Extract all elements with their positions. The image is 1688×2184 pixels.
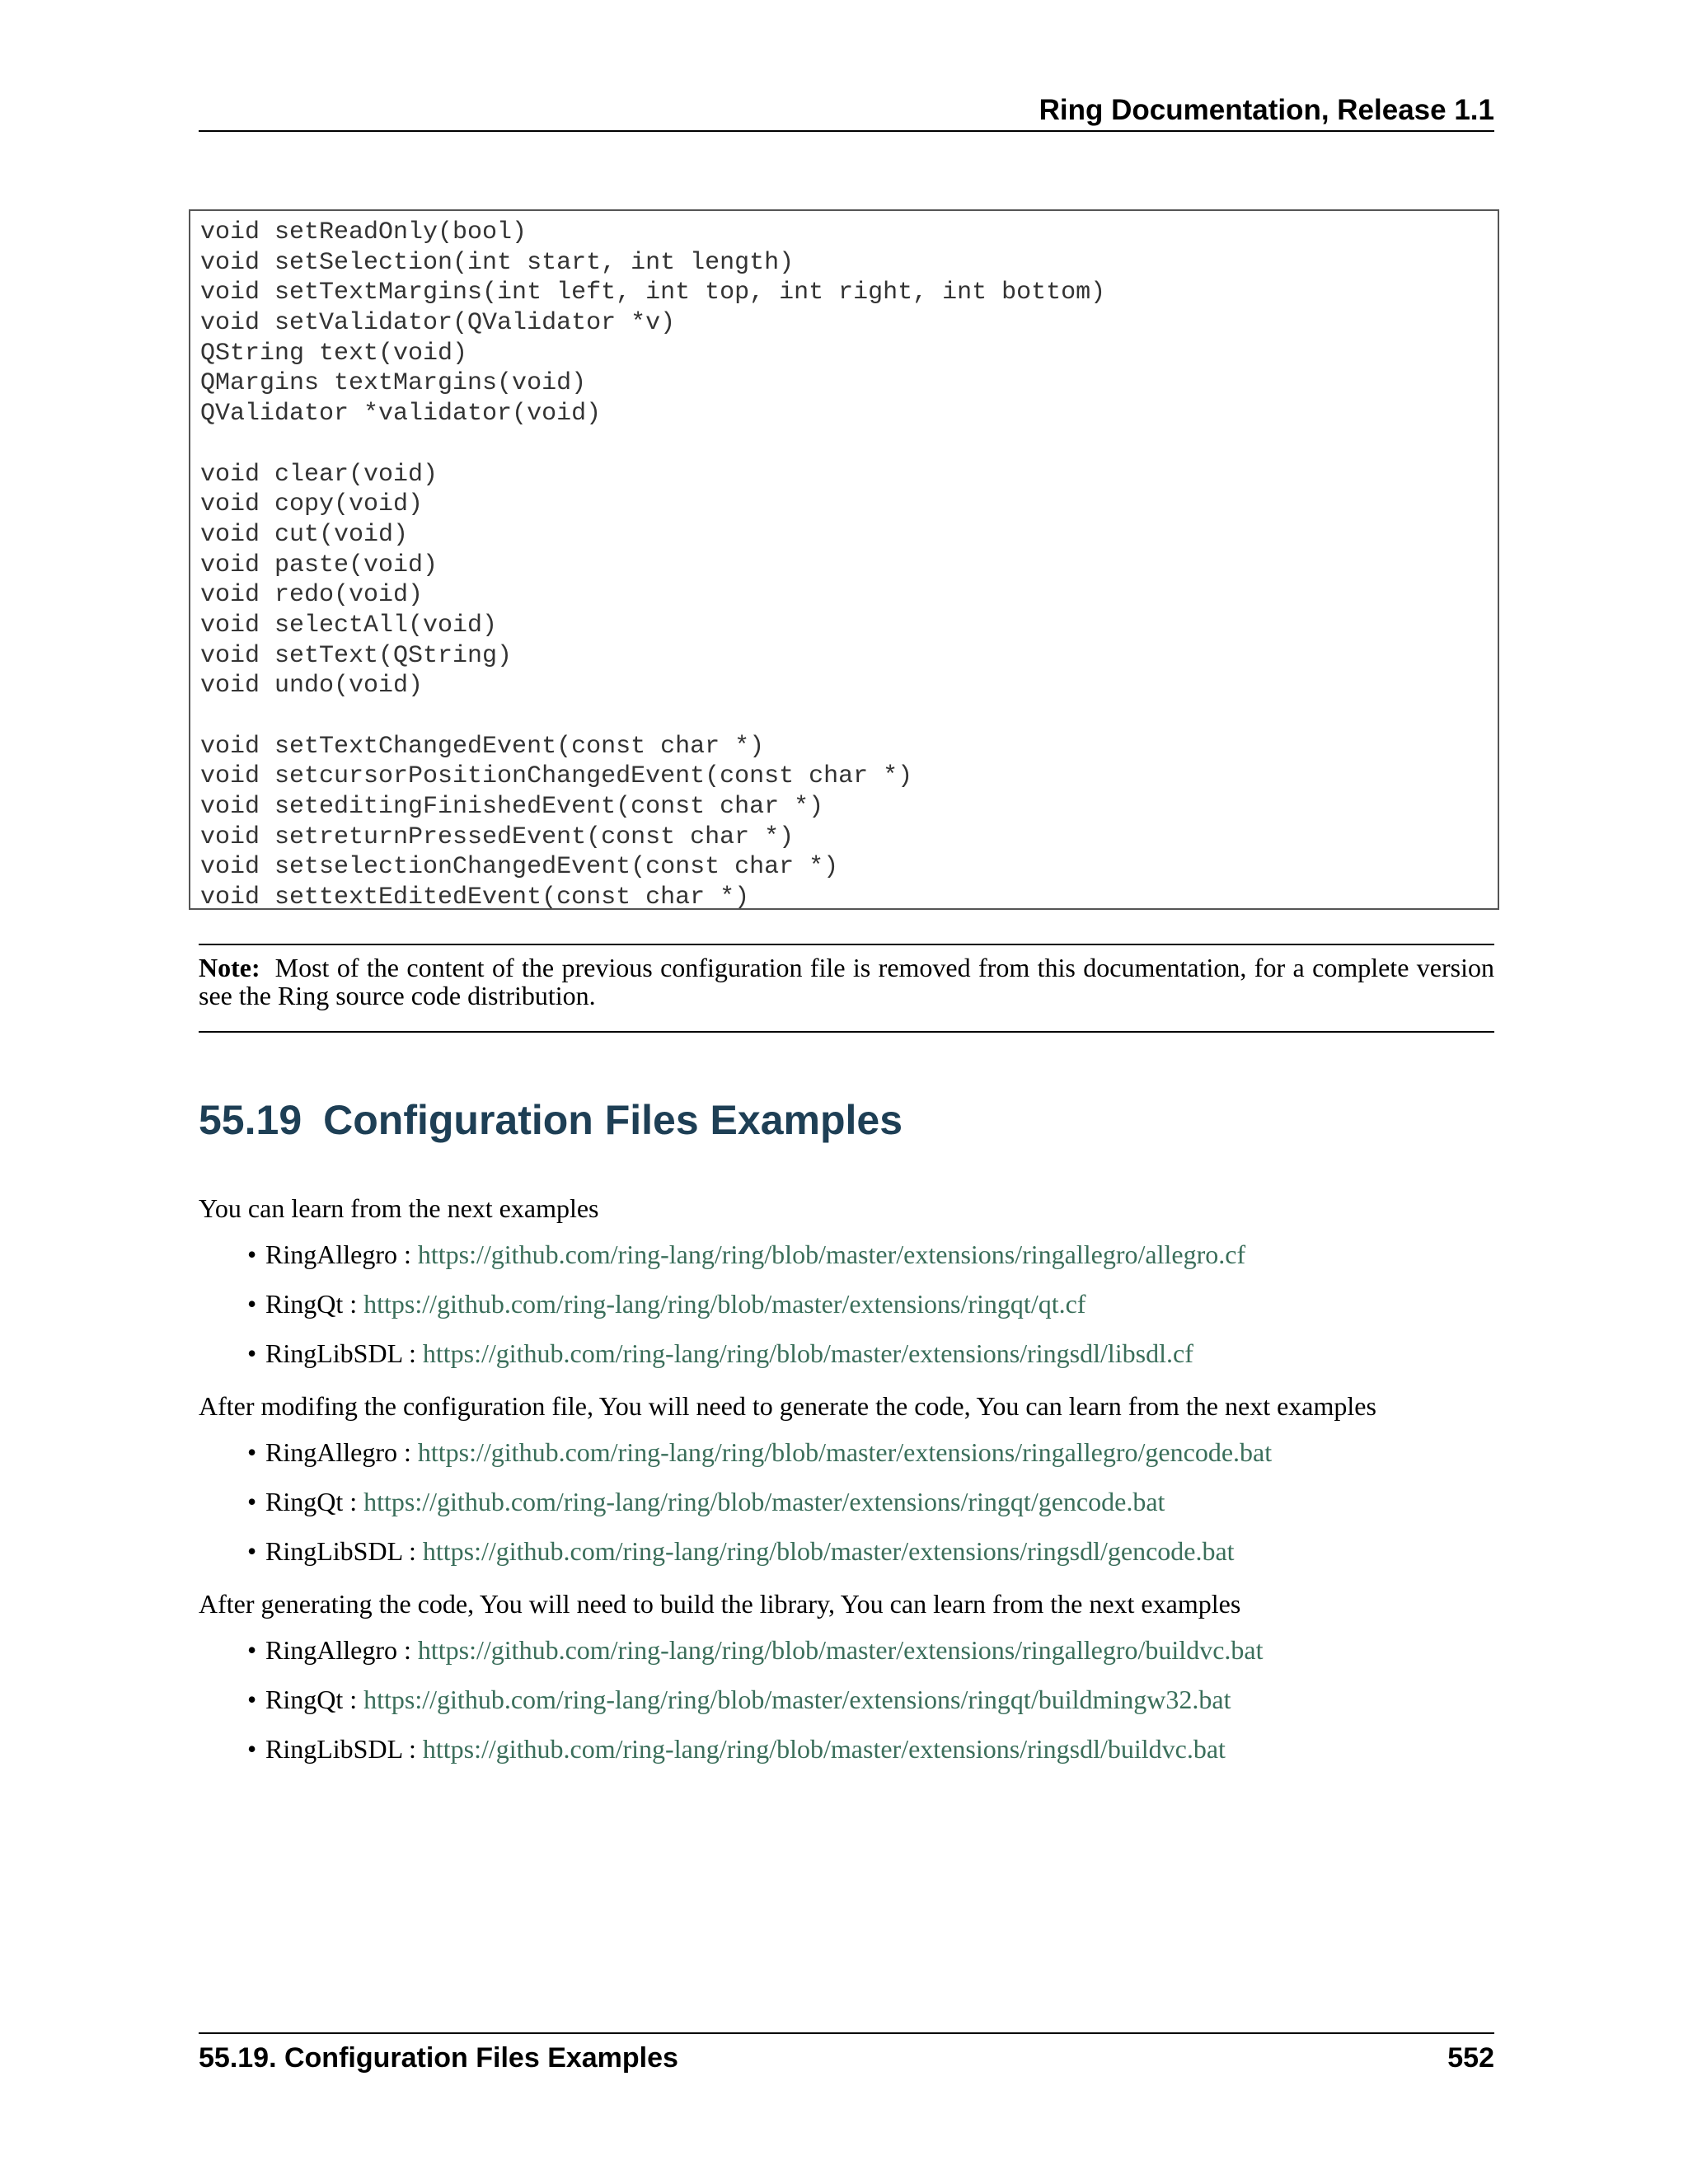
code-line: void undo(void) [200, 672, 424, 701]
separator: : [401, 1536, 423, 1566]
code-line: void setText(QString) [200, 641, 513, 670]
footer-rule [199, 2032, 1494, 2034]
note-label: Note: [199, 953, 260, 982]
group-2-list [247, 1635, 1264, 1783]
list-item [247, 1635, 1264, 1685]
code-line: void cut(void) [200, 520, 409, 549]
separator: : [401, 1734, 423, 1764]
bullet: • [247, 1289, 257, 1319]
code-line: void selectAll(void) [200, 611, 498, 640]
section-number: 55.19 [199, 1097, 302, 1143]
item-name: RingLibSDL [265, 1536, 402, 1566]
page-header-title: Ring Documentation, Release 1.1 [1039, 94, 1494, 126]
list-item [247, 1536, 1272, 1586]
example-link[interactable]: https://github.com/ring-lang/ring/blob/master/extensions/ringallegro/buildvc.bat [417, 1635, 1264, 1665]
code-line: void setreturnPressedEvent(const char *) [200, 823, 795, 851]
list-item [247, 1685, 1263, 1734]
separator: : [343, 1487, 364, 1516]
item-name: RingQt [265, 1289, 344, 1319]
list-item [247, 1338, 1245, 1388]
bullet: • [247, 1635, 257, 1665]
code-line: void setTextChangedEvent(const char *) [200, 732, 765, 761]
separator: : [343, 1685, 364, 1714]
separator: : [396, 1635, 418, 1665]
code-line: void settextEditedEvent(const char *) [200, 883, 750, 910]
separator: : [401, 1338, 423, 1368]
item-name: RingLibSDL [265, 1338, 402, 1368]
item-name: RingQt [265, 1685, 344, 1714]
example-link[interactable]: https://github.com/ring-lang/ring/blob/master/extensions/ringsdl/buildvc.bat [422, 1734, 1226, 1764]
bullet: • [247, 1685, 257, 1714]
section-title: Configuration Files Examples [323, 1097, 903, 1143]
code-line: void clear(void) [200, 460, 438, 489]
code-block [189, 209, 1499, 910]
code-line: void setSelection(int start, int length) [200, 248, 795, 277]
separator: : [343, 1289, 364, 1319]
bullet: • [247, 1338, 257, 1368]
bullet: • [247, 1536, 257, 1566]
example-link[interactable]: https://github.com/ring-lang/ring/blob/master/extensions/ringsdl/gencode.bat [422, 1536, 1235, 1566]
example-link[interactable]: https://github.com/ring-lang/ring/blob/master/extensions/ringallegro/allegro.cf [417, 1240, 1246, 1269]
note-text: Most of the content of the previous configuration file is removed from this documentation, for a complete version see the Ring source code distribution. [199, 953, 1494, 1010]
item-name: RingQt [265, 1487, 344, 1516]
note-rule-bottom [199, 1031, 1494, 1033]
code-line: void redo(void) [200, 581, 424, 610]
bullet: • [247, 1487, 257, 1516]
example-link[interactable]: https://github.com/ring-lang/ring/blob/master/extensions/ringqt/buildmingw32.bat [363, 1685, 1231, 1714]
code-line: void setselectionChangedEvent(const char *) [200, 853, 839, 882]
list-item [247, 1734, 1263, 1783]
note-rule-top [199, 944, 1494, 945]
group-0-list [247, 1240, 1246, 1388]
note-admonition [199, 954, 1494, 1010]
example-link[interactable]: https://github.com/ring-lang/ring/blob/master/extensions/ringqt/gencode.bat [363, 1487, 1165, 1516]
example-link[interactable]: https://github.com/ring-lang/ring/blob/master/extensions/ringsdl/libsdl.cf [422, 1338, 1193, 1368]
footer-section: 55.19. Configuration Files Examples [199, 2042, 678, 2074]
code-line: QValidator *validator(void) [200, 400, 602, 429]
separator: : [396, 1437, 418, 1467]
code-line: void setValidator(QValidator *v) [200, 309, 676, 338]
list-item [247, 1437, 1273, 1487]
bullet: • [247, 1437, 257, 1467]
code-line: void paste(void) [200, 551, 438, 579]
code-line: void setReadOnly(bool) [200, 218, 528, 246]
group-1-list [247, 1437, 1273, 1586]
item-name: RingAllegro [265, 1240, 397, 1269]
item-name: RingAllegro [265, 1437, 397, 1467]
code-line: void setTextMargins(int left, int top, int right, int bottom) [200, 279, 1106, 307]
example-link[interactable]: https://github.com/ring-lang/ring/blob/master/extensions/ringqt/qt.cf [363, 1289, 1086, 1319]
item-name: RingLibSDL [265, 1734, 402, 1764]
group-2-intro: After generating the code, You will need to build the library, You can learn from the next examples [199, 1589, 1241, 1619]
item-name: RingAllegro [265, 1635, 397, 1665]
code-line: void copy(void) [200, 490, 424, 519]
example-link[interactable]: https://github.com/ring-lang/ring/blob/master/extensions/ringallegro/gencode.bat [417, 1437, 1273, 1467]
section-heading [199, 1096, 903, 1144]
bullet: • [247, 1734, 257, 1764]
bullet: • [247, 1240, 257, 1269]
code-line [200, 701, 1489, 732]
group-0-intro: You can learn from the next examples [199, 1193, 599, 1223]
separator: : [396, 1240, 418, 1269]
code-line: void setcursorPositionChangedEvent(const char *) [200, 762, 913, 791]
code-line [200, 429, 1489, 460]
list-item [247, 1487, 1272, 1536]
code-line: QMargins textMargins(void) [200, 369, 587, 398]
header-rule [199, 130, 1494, 132]
code-line: void seteditingFinishedEvent(const char *) [200, 793, 824, 822]
group-1-intro: After modifing the configuration file, You will need to generate the code, You can learn from the next examples [199, 1391, 1376, 1421]
code-line: QString text(void) [200, 339, 468, 368]
list-item [247, 1240, 1246, 1289]
list-item [247, 1289, 1245, 1338]
page-number: 552 [1447, 2042, 1494, 2074]
